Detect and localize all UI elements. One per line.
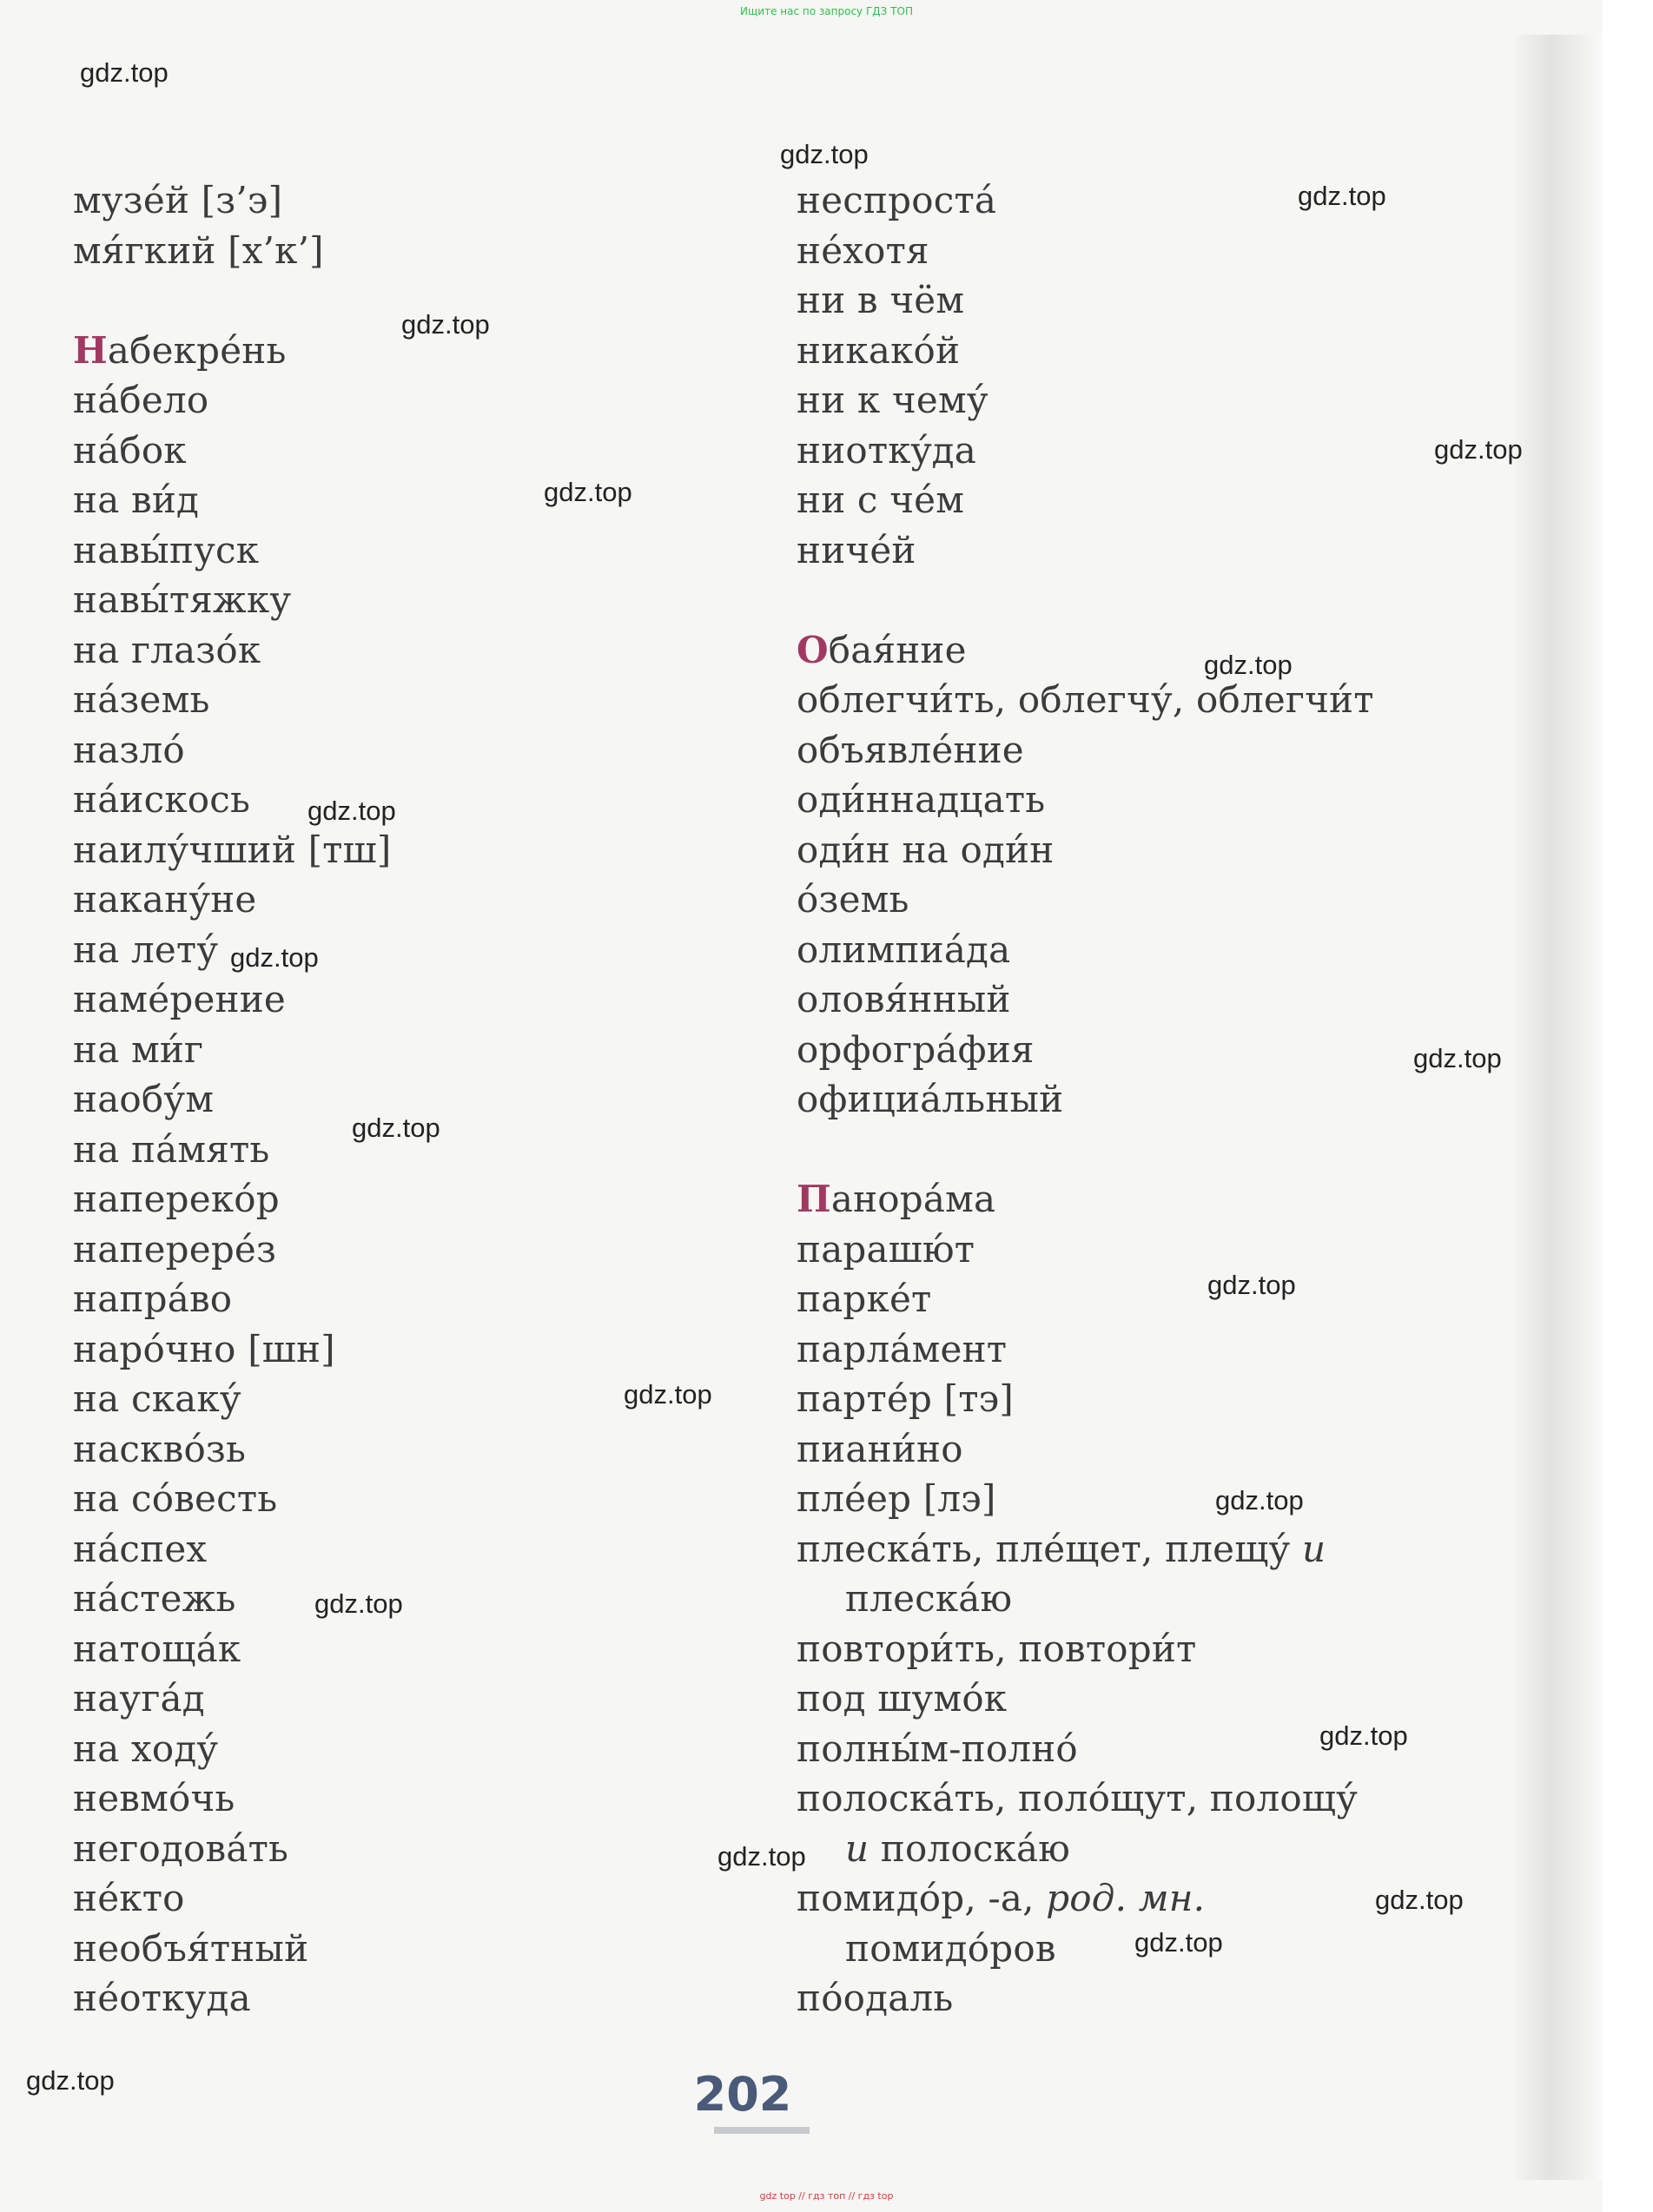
dictionary-entry [797, 1374, 1526, 1424]
word-text: музе́й [з’э] [73, 179, 283, 221]
word-text: наро́чно [шн] [73, 1327, 335, 1370]
section-initial-letter: О [797, 628, 829, 671]
watermark: gdz.top [230, 942, 319, 973]
watermark: gdz.top [717, 1841, 806, 1872]
dictionary-entry [797, 974, 1526, 1025]
dictionary-entry [797, 875, 1526, 925]
dictionary-entry [73, 925, 733, 975]
dictionary-entry [797, 1474, 1526, 1524]
word-text: паркéт [797, 1278, 932, 1320]
watermark: gdz.top [1434, 434, 1523, 465]
word-text: олимпиа́да [797, 928, 1011, 971]
watermark: gdz.top [1375, 1885, 1464, 1915]
dictionary-entry [797, 326, 1526, 376]
dictionary-entry [797, 1724, 1526, 1774]
dictionary-entry [73, 1225, 733, 1275]
dictionary-entry [797, 1324, 1526, 1375]
word-text: пиани́но [797, 1427, 963, 1470]
word-text: на скаку́ [73, 1377, 241, 1420]
word-text: наме́рение [73, 978, 286, 1020]
grammar-note: и [845, 1826, 869, 1870]
dictionary-entry [797, 1624, 1526, 1674]
dictionary-entry [797, 1274, 1526, 1324]
word-text: облегчи́ть, облегчу́, облегчи́т [797, 678, 1374, 721]
dictionary-entry [73, 1773, 733, 1824]
word-text: ничéй [797, 528, 916, 571]
dictionary-entry [73, 1674, 733, 1724]
word-text: на́искось [73, 778, 251, 821]
word-text: наперере́з [73, 1227, 277, 1271]
word-text: натоща́к [73, 1627, 241, 1670]
dictionary-entry [797, 525, 1526, 576]
word-text: под шумóк [797, 1677, 1008, 1720]
dictionary-entry [73, 1873, 733, 1924]
dictionary-entry [797, 1973, 1526, 2024]
word-text: на́бело [73, 379, 209, 421]
word-text: не́откуда [73, 1977, 251, 2019]
word-text: абекре́нь [107, 328, 287, 372]
word-text: óземь [797, 878, 909, 921]
page-number: 202 [693, 2067, 792, 2122]
word-text: негодова́ть [73, 1826, 289, 1870]
word-text: никакóй [797, 328, 961, 372]
word-text: на́земь [73, 678, 210, 721]
word-text: напра́во [73, 1278, 233, 1320]
word-text: накану́не [73, 878, 257, 921]
word-text: неспроста́ [797, 179, 997, 221]
watermark: gdz.top [1319, 1720, 1408, 1751]
page-binding-shadow [1516, 35, 1603, 2180]
dictionary-entry [797, 1773, 1526, 1824]
word-text: навы́пуск [73, 528, 260, 571]
dictionary-entry [73, 175, 733, 226]
watermark: gdz.top [401, 309, 490, 340]
word-text: наобу́м [73, 1078, 215, 1120]
dictionary-entry [797, 426, 1526, 476]
word-text: на глазо́к [73, 628, 261, 671]
watermark: gdz.top [314, 1588, 403, 1619]
dictionary-entry [797, 1824, 1526, 1874]
watermark: gdz.top [1298, 181, 1386, 211]
watermark: gdz.top [1134, 1927, 1223, 1958]
watermark: gdz.top [544, 477, 632, 507]
word-text: полоска́ть, полóщут, полощу́ [797, 1777, 1359, 1819]
word-text: не́хотя [797, 228, 929, 272]
dictionary-entry [73, 375, 733, 426]
page-edge [1603, 0, 1653, 2212]
word-text: полны́м-полнó [797, 1727, 1078, 1770]
watermark: gdz.top [1413, 1043, 1502, 1073]
dictionary-entry [73, 426, 733, 476]
word-text: на ходу́ [73, 1727, 219, 1770]
word-text: бая́ние [828, 628, 967, 671]
word-text: на лету́ [73, 928, 219, 971]
word-text: орфогра́фия [797, 1027, 1035, 1071]
word-text: на́стежь [73, 1577, 236, 1620]
watermark: gdz.top [624, 1379, 712, 1410]
word-text: науга́д [73, 1677, 205, 1720]
dictionary-entry [73, 1824, 733, 1874]
word-text: на́спех [73, 1527, 208, 1570]
word-text: навы́тяжку [73, 578, 292, 621]
watermark: gdz.top [307, 796, 396, 826]
word-text: помидóр, -а, [797, 1877, 1047, 1919]
word-text: плеска́ть, плéщет, плещу́ [797, 1527, 1302, 1570]
dictionary-entry [73, 1474, 733, 1524]
dictionary-entry [73, 1424, 733, 1475]
dictionary-entry [73, 1724, 733, 1774]
word-text: оловя́нный [797, 978, 1011, 1020]
dictionary-entry [797, 775, 1526, 825]
dictionary-entry [797, 475, 1526, 525]
dictionary-entry [73, 675, 733, 725]
dictionary-entry [797, 375, 1526, 426]
word-text: назло́ [73, 728, 185, 771]
dictionary-entry [797, 925, 1526, 975]
dictionary-entry [73, 1025, 733, 1075]
dictionary-entry [73, 1973, 733, 2024]
word-text: на ви́д [73, 479, 200, 521]
word-text: не́кто [73, 1877, 185, 1919]
word-text: плеска́ю [845, 1577, 1013, 1620]
word-text: оди́ннадцать [797, 778, 1046, 821]
word-text: наилу́чший [тш] [73, 828, 392, 871]
word-text: анора́ма [830, 1178, 996, 1220]
word-text: наперекóр [73, 1178, 280, 1220]
grammar-note: и [1301, 1527, 1326, 1570]
dictionary-entry [797, 175, 1526, 226]
word-text: насквóзь [73, 1427, 247, 1470]
dictionary-entry [797, 226, 1526, 276]
dictionary-entry [73, 825, 733, 875]
word-text: невмóчь [73, 1777, 235, 1819]
word-text: ни с чéм [797, 479, 965, 521]
dictionary-entry [73, 974, 733, 1025]
word-text: парла́мент [797, 1327, 1008, 1370]
watermark: gdz.top [1207, 1270, 1296, 1300]
section-initial-letter: П [797, 1178, 831, 1220]
dictionary-entry [797, 1574, 1526, 1624]
dictionary-entry [797, 1074, 1526, 1125]
watermark: gdz.top [352, 1113, 440, 1143]
dictionary-entry [797, 1174, 1526, 1225]
word-text: необъя́тный [73, 1926, 309, 1970]
dictionary-entry [797, 275, 1526, 326]
word-text: на сóвесть [73, 1477, 278, 1520]
dictionary-entry [73, 1324, 733, 1375]
word-text: помидóров [845, 1926, 1056, 1970]
dictionary-entry [797, 825, 1526, 875]
word-text: на́бок [73, 428, 187, 472]
dictionary-entry [73, 725, 733, 776]
word-text: ни в чём [797, 279, 965, 321]
word-text: парашю́т [797, 1227, 975, 1271]
bottom-caption: gdz top // гдз топ // гдз top [759, 2190, 894, 2202]
dictionary-entry [797, 1524, 1526, 1575]
watermark: gdz.top [780, 139, 869, 169]
word-text: партéр [тэ] [797, 1377, 1014, 1420]
word-text: плéер [лэ] [797, 1477, 996, 1520]
dictionary-entry [797, 1674, 1526, 1724]
dictionary-entry [797, 1225, 1526, 1275]
word-text: на ми́г [73, 1027, 204, 1071]
word-text: на па́мять [73, 1127, 270, 1171]
top-caption: Ищите нас по запросу ГДЗ ТОП [740, 5, 913, 17]
watermark: gdz.top [1204, 650, 1293, 680]
word-text: объявлéние [797, 728, 1024, 771]
left-word-column [73, 175, 733, 2024]
word-text: оди́н на оди́н [797, 828, 1055, 871]
section-initial-letter: Н [73, 328, 108, 372]
word-text: полоска́ю [869, 1826, 1071, 1870]
dictionary-entry [797, 1424, 1526, 1475]
word-text: официа́льный [797, 1078, 1064, 1120]
watermark: gdz.top [26, 2065, 115, 2096]
dictionary-entry [73, 875, 733, 925]
dictionary-entry [797, 625, 1526, 676]
dictionary-entry [797, 725, 1526, 776]
dictionary-entry [73, 226, 733, 276]
dictionary-entry [73, 475, 733, 525]
page-number-underline [714, 2127, 810, 2134]
right-word-column [797, 175, 1526, 2024]
dictionary-entry [73, 525, 733, 576]
word-text: мя́гкий [х’к’] [73, 228, 324, 272]
dictionary-entry [73, 1274, 733, 1324]
word-text: ниоткýда [797, 428, 976, 472]
word-text: пóодаль [797, 1977, 954, 2019]
dictionary-entry [73, 1624, 733, 1674]
watermark: gdz.top [80, 57, 169, 88]
dictionary-entry [73, 575, 733, 625]
dictionary-entry [73, 775, 733, 825]
word-text: повтори́ть, повтори́т [797, 1627, 1197, 1670]
dictionary-entry [73, 1174, 733, 1225]
watermark: gdz.top [1215, 1485, 1304, 1515]
dictionary-entry [73, 1574, 733, 1624]
dictionary-entry [73, 1924, 733, 1974]
word-text: ни к чему́ [797, 379, 988, 421]
dictionary-entry [73, 625, 733, 676]
dictionary-entry [797, 675, 1526, 725]
grammar-note: род. мн. [1046, 1877, 1206, 1919]
dictionary-entry [73, 1524, 733, 1575]
